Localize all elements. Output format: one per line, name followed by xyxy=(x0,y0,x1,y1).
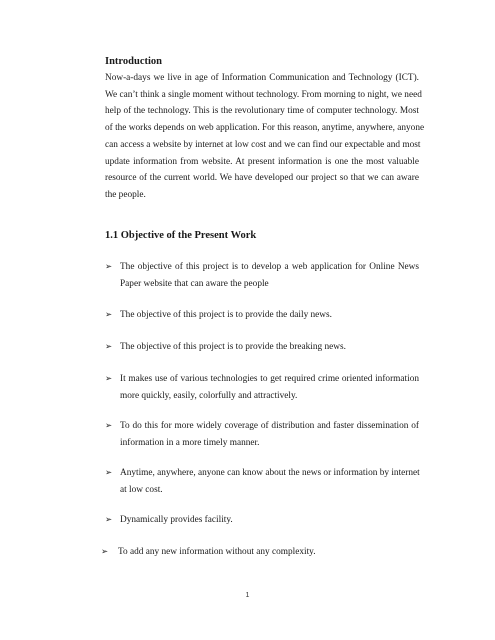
bullet-text xyxy=(120,371,419,404)
bullet-text xyxy=(120,418,419,451)
bullet-text xyxy=(120,465,419,498)
paragraph-line: We can’t think a single moment without technology. From morning to night, we need xyxy=(105,89,422,100)
bullet-line: The objective of this project is to develop a web application for Online News xyxy=(120,262,419,272)
bullet-line: more quickly, easily, colorfully and attractively. xyxy=(120,390,298,401)
objective-section-heading: 1.1 Objective of the Present Work xyxy=(105,230,257,241)
introduction-heading: Introduction xyxy=(105,56,162,67)
paragraph-line: help of the technology. This is the revolutionary time of computer technology. Most xyxy=(105,106,419,117)
arrow-bullet-icon: ➢ xyxy=(105,262,113,272)
arrow-bullet-icon: ➢ xyxy=(105,468,113,478)
arrow-bullet-icon: ➢ xyxy=(105,310,113,320)
bullet-line: The objective of this project is to provide the breaking news. xyxy=(120,342,346,352)
paragraph-line: resource of the current world. We have developed our project so that we can aware xyxy=(105,173,419,184)
paragraph-line: Now-a-days we live in age of Information Communication and Technology (ICT). xyxy=(105,73,419,83)
bullet-line: The objective of this project is to provide the daily news. xyxy=(120,310,332,320)
bullet-line: at low cost. xyxy=(120,484,163,495)
arrow-bullet-icon: ➢ xyxy=(105,342,113,352)
bullet-line: To add any new information without any complexity. xyxy=(118,547,316,557)
bullet-text xyxy=(120,307,419,324)
bullet-text xyxy=(120,259,419,292)
arrow-bullet-icon: ➢ xyxy=(105,515,113,525)
bullet-line: It makes use of various technologies to get required crime oriented information xyxy=(120,374,419,384)
paragraph-line: of the works depends on web application. For this reason, anytime, anywhere, anyone xyxy=(105,123,425,134)
bullet-line: Paper website that can aware the people xyxy=(120,278,269,289)
arrow-bullet-icon: ➢ xyxy=(105,421,113,431)
page-number: 1 xyxy=(245,592,250,599)
paragraph-line: can access a website by internet at low cost and we can find our expectable and most xyxy=(105,139,421,150)
bullet-text xyxy=(118,544,417,561)
arrow-bullet-icon: ➢ xyxy=(101,547,109,557)
bullet-line: Anytime, anywhere, anyone can know about the news or information by internet xyxy=(120,468,420,478)
bullet-line: Dynamically provides facility. xyxy=(120,515,233,525)
bullet-line: To do this for more widely coverage of distribution and faster dissemination of xyxy=(120,421,419,431)
paragraph-line: update information from website. At present information is one the most valuable xyxy=(105,156,419,167)
bullet-text xyxy=(120,512,419,529)
bullet-line: information in a more timely manner. xyxy=(120,437,260,448)
arrow-bullet-icon: ➢ xyxy=(105,374,113,384)
paragraph-line: the people. xyxy=(105,189,146,200)
bullet-text xyxy=(120,339,419,356)
introduction-paragraph xyxy=(105,70,425,204)
